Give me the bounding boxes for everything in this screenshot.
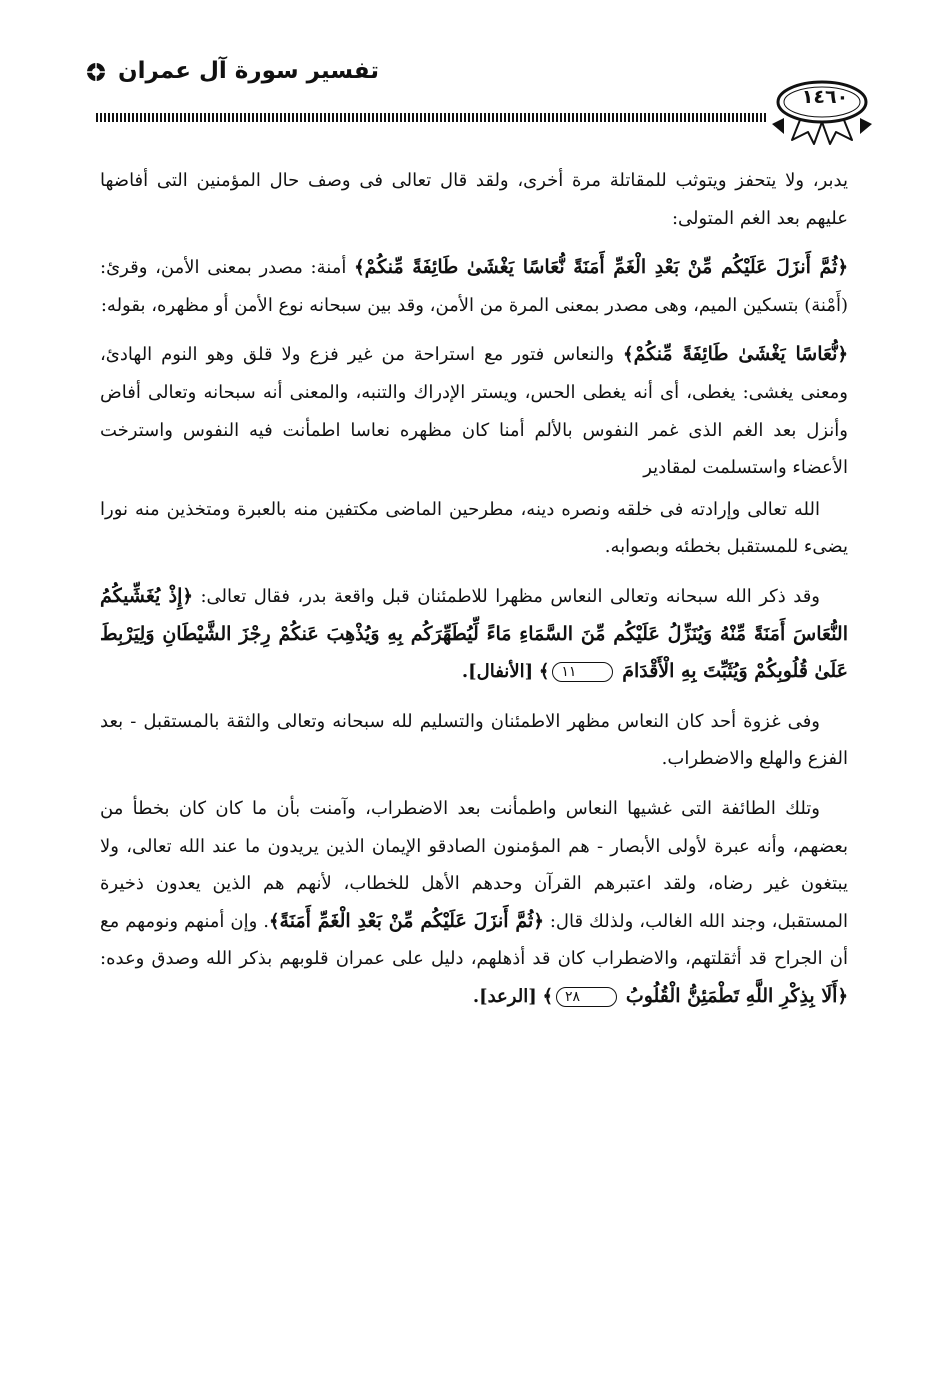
header-rule bbox=[96, 113, 766, 122]
paragraph-text: أمنة: مصدر بمعنى الأمن، وقرئ: (أَمْنة) بتسكين الميم، وهى مصدر بمعنى المرة من الأمن، وقد بين سبحانه نوع الأمن أو مظهره، بقوله: bbox=[100, 257, 848, 316]
page-number: ١٤٦٠ bbox=[801, 86, 849, 108]
surah-reference: [الرعد]. bbox=[472, 985, 537, 1007]
paragraph bbox=[100, 578, 848, 691]
ornate-bracket-open: ﴿ bbox=[837, 985, 848, 1007]
quran-verse: أَلَا بِذِكْرِ اللَّهِ تَطْمَئِنُّ الْقُلُوبُ bbox=[625, 984, 838, 1007]
quran-verse: نُّعَاسًا يَغْشَىٰ طَائِفَةً مِّنكُمْ bbox=[633, 343, 838, 366]
ornate-bracket-close: ﴾ bbox=[269, 910, 280, 932]
paragraph-text: الله تعالى وإرادته فى خلقه ونصره دينه، مطرحين الماضى مكتفين منه بالعبرة ومتخذين منه نورا يضىء للمستقبل بخطئه وبصوابه. bbox=[100, 498, 848, 558]
paragraph bbox=[100, 790, 848, 1016]
paragraph-text: والنعاس فتور مع استراحة من غير فزع ولا قلق وهو النوم الهادئ، ومعنى يغشى: يغطى، أى أنه يغطى الحس، ويستر الإدراك والتنبه، والمعنى أنه سبحانه وتعالى أفاض وأنزل بعد الغم الذى غمر النفوس بالألم أمنا كان مظهره نعاسا اطمأنت فيه النفوس واسترخت الأعضاء واستسلمت لمقادير bbox=[100, 344, 849, 479]
ornament-icon bbox=[84, 60, 108, 84]
ornate-bracket-open: ﴿ bbox=[837, 257, 848, 279]
paragraph bbox=[100, 162, 848, 237]
ayah-number: ٢٨ bbox=[556, 987, 617, 1007]
paragraph bbox=[100, 703, 848, 778]
ornate-bracket-open: ﴿ bbox=[837, 344, 848, 366]
ornate-bracket-close: ﴾ bbox=[623, 344, 634, 366]
paragraph bbox=[100, 491, 848, 566]
surah-reference: [الأنفال]. bbox=[461, 661, 534, 683]
quran-verse: ثُمَّ أَنزَلَ عَلَيْكُم مِّنْ بَعْدِ الْغَمِّ أَمَنَةً نُّعَاسًا يَغْشَىٰ طَائِفَةً مِّنكُمْ bbox=[364, 256, 838, 279]
paragraph-text: . وإن أمنهم ونومهم مع أن الجراح قد أثقلتهم، والاضطراب كان قد أذهلهم، دليل على عمران قلوبهم بذكر الله وصدق وعده: bbox=[100, 910, 848, 970]
running-title: تفسير سورة آل عمران bbox=[118, 58, 379, 84]
paragraph bbox=[100, 249, 848, 324]
ornate-bracket-close: ﴾ bbox=[354, 257, 365, 279]
ayah-number: ١١ bbox=[552, 662, 613, 682]
paragraph-text: وتلك الطائفة التى غشيها النعاس واطمأنت بعد الاضطراب، وآمنت بأن ما كان كان بخطأ من بعضهم، وأنه عبرة لأولى الأبصار - هم المؤمنون الصادقو الإيمان الذين يريدون ما عند الله تعالى، ولا يبتغون غير رضاه، ولقد اعتبرهم القرآن وحدهم الأهل للخطاب، لأنهم هم الذين يعدون ذخيرة المستقبل، وجند الله الغالب، ولذلك قال: bbox=[100, 797, 848, 932]
ornate-bracket-open: ﴿ bbox=[182, 585, 193, 607]
ornate-bracket-close: ﴾ bbox=[542, 985, 554, 1007]
page-header bbox=[0, 0, 926, 150]
paragraph-text: وفى غزوة أحد كان النعاس مظهر الاطمئنان والتسليم لله سبحانه وتعالى والثقة بالمستقبل - بعد الفزع والهلع والاضطراب. bbox=[100, 710, 848, 770]
page-body bbox=[100, 162, 848, 1027]
paragraph-text: يدبر، ولا يتحفز ويتوثب للمقاتلة مرة أخرى، ولقد قال تعالى فى وصف حال المؤمنين التى أفاضها عليهم بعد الغم المتولى: bbox=[100, 170, 848, 229]
ornate-bracket-close: ﴾ bbox=[538, 661, 550, 683]
paragraph-text: وقد ذكر الله سبحانه وتعالى النعاس مظهرا للاطمئنان قبل واقعة بدر، فقال تعالى: bbox=[200, 585, 820, 607]
quran-verse: إِذْ يُغَشِّيكُمُ النُّعَاسَ أَمَنَةً مِّنْهُ وَيُنَزِّلُ عَلَيْكُم مِّنَ السَّمَاءِ مَاءً لِّيُطَهِّرَكُم بِهِ وَيُذْهِبَ عَنكُمْ رِجْزَ الشَّيْطَانِ وَلِيَرْبِطَ عَلَىٰ قُلُوبِكُمْ وَيُثَبِّتَ بِهِ الْأَقْدَامَ bbox=[100, 584, 848, 683]
surah-name: الأنفال bbox=[476, 661, 525, 683]
surah-name: الرعد bbox=[487, 985, 529, 1007]
paragraph bbox=[100, 336, 848, 486]
ornate-bracket-open: ﴿ bbox=[533, 910, 544, 932]
quran-verse: ثُمَّ أَنزَلَ عَلَيْكُم مِّنْ بَعْدِ الْغَمِّ أَمَنَةً bbox=[279, 909, 534, 932]
